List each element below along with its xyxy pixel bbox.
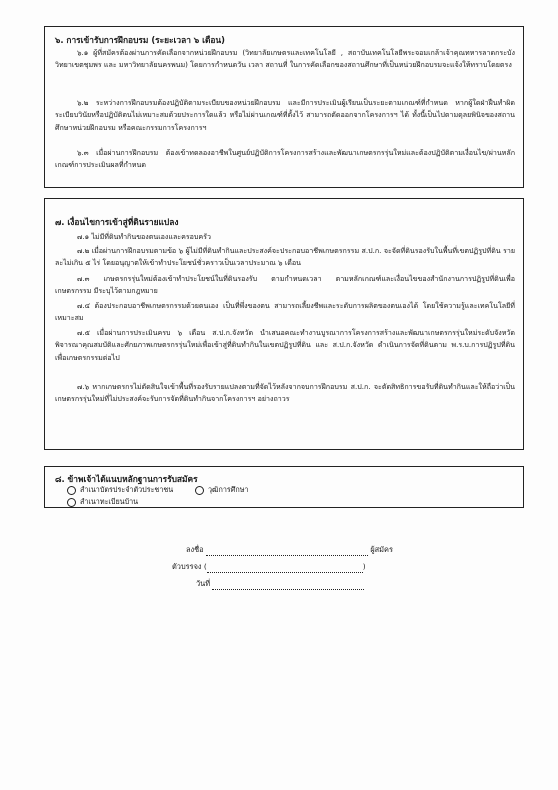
attachment-option-label: สำเนาบัตรประจำตัวประชาชน	[80, 485, 174, 494]
section-7-box	[44, 198, 524, 450]
date-line	[196, 578, 364, 590]
section-6-item-3: ๖.๓ เมื่อผ่านการฝึกอบรม ต้องเข้าทดลองอาชีพในศูนย์ปฏิบัติการโครงการสร้างและพัฒนาเกษตรกรรุ่นใหม่และต้องปฏิบัติตามเงื่อนไข/ผ่านหลักเกณฑ์การประเมินผลที่กำหนด	[55, 148, 515, 170]
section-6-item-1: ๖.๑ ผู้ที่สมัครต้องผ่านการคัดเลือกจากหน่วยฝึกอบรม (วิทยาลัยเกษตรและเทคโนโลยี , สถาบันเทคโนโลยีพระจอมเกล้าเจ้าคุณทหารลาดกระบัง วิทยาเขตชุมพร และ มหาวิทยาลัยนครพนม) โดยการกำหนดวัน เวลา สถานที่ ในการคัดเลือกของสถานศึกษาที่เป็นหน่วยฝึกอบรมจะแจ้งให้ทราบโดยตรง	[55, 48, 515, 70]
signature-field[interactable]	[206, 547, 368, 556]
open-paren: (	[203, 562, 207, 571]
section-7-item-6: ๗.๖ หากเกษตรกรไม่ตัดสินใจเข้าพื้นที่รองรับรายแปลงตามที่จัดไว้หลังจากจบการฝึกอบรม ส.ป.ก. จะตัดสิทธิการขอรับที่ดินทำกินและให้ถือว่าเป็นเกษตรกรรุ่นใหม่ที่ไม่ประสงค์จะรับการจัดที่ดินทำกินจากโครงการฯ อย่างถาวร	[55, 382, 515, 404]
section-7-heading: ๗. เงื่อนไขการเข้าสู่ที่ดินรายแปลง	[55, 217, 179, 227]
section-6-box	[44, 26, 524, 188]
sign-label: ลงชื่อ	[186, 545, 204, 554]
applicant-label: ผู้สมัคร	[370, 545, 393, 554]
printed-name-label: ตัวบรรจง	[172, 562, 202, 571]
section-6-heading: ๖. การเข้ารับการฝึกอบรม (ระยะเวลา ๖ เดือน)	[55, 35, 225, 45]
section-7-item-5: ๗.๕ เมื่อผ่านการประเมินครบ ๖ เดือน ส.ป.ก.จังหวัด นำเสนอคณะทำงานบูรณาการโครงการสร้างและพัฒนาเกษตรกรรุ่นใหม่ระดับจังหวัด พิจารณาคุณสมบัติและศักยภาพเกษตรกรรุ่นใหม่เพื่อเข้าสู่ที่ดินทำกินในเขตปฏิรูปที่ดิน และ ส.ป.ก.จังหวัด ดำเนินการจัดที่ดินตาม พ.ร.บ.การปฏิรูปที่ดินเพื่อเกษตรกรรมต่อไป	[55, 328, 515, 362]
close-paren: )	[362, 562, 366, 571]
date-field[interactable]	[212, 581, 364, 590]
printed-name-field[interactable]	[207, 564, 363, 573]
attachment-option-house-registration[interactable]	[67, 497, 138, 508]
attachment-option-label: สำเนาทะเบียนบ้าน	[80, 497, 139, 506]
section-7-item-1: ๗.๑ ไม่มีที่ดินทำกินของตนเองและครอบครัว	[77, 232, 211, 241]
section-8-heading: ๘. ข้าพเจ้าได้แนบหลักฐานการรับสมัคร	[55, 474, 198, 484]
section-6-item-2: ๖.๒ ระหว่างการฝึกอบรมต้องปฏิบัติตามระเบียบของหน่วยฝึกอบรม และมีการประเมินผู้เรียนเป็นระยะตามเกณฑ์ที่กำหนด หากผู้ใดฝ่าฝืนทำผิดระเบียบวินัยหรือปฏิบัติตนไม่เหมาะสมด้วยประการใดแล้ว หรือไม่ผ่านเกณฑ์ที่ตั้งไว้ สามารถตัดออกจากโครงการฯ ได้ ทั้งนี้เป็นไปตามดุลยพินิจของสถานศึกษาหน่วยฝึกอบรม หรือคณะกรรมการโครงการฯ	[55, 98, 515, 132]
radio-circle-icon	[67, 486, 76, 495]
section-7-item-3: ๗.๓ เกษตรกรรุ่นใหม่ต้องเข้าทำประโยชน์ในที่ดินรองรับ ตามกำหนดเวลา ตามหลักเกณฑ์และเงื่อนไขของสำนักงานการปฏิรูปที่ดินเพื่อเกษตรกรรม มีระบุไว้ตามกฎหมาย	[55, 274, 515, 296]
date-label: วันที่	[196, 579, 211, 588]
attachment-option-education[interactable]	[195, 485, 248, 496]
attachment-option-label: วุฒิการศึกษา	[208, 485, 249, 494]
section-8-box	[44, 466, 524, 508]
attachment-option-id-card[interactable]	[67, 485, 173, 496]
radio-circle-icon	[67, 498, 76, 507]
radio-circle-icon	[195, 486, 204, 495]
signature-line	[186, 544, 393, 556]
printed-name-line	[172, 561, 366, 573]
section-7-item-4: ๗.๔ ต้องประกอบอาชีพเกษตรกรรมด้วยตนเอง เป็นที่พึ่งของตน สามารถเลี้ยงชีพและระดับการผลิตของตนเองได้ โดยใช้ความรู้และเทคโนโลยีที่เหมาะสม	[55, 301, 515, 323]
section-7-item-2: ๗.๒ เมื่อผ่านการฝึกอบรมตามข้อ ๖ ผู้ไม่มีที่ดินทำกินและประสงค์จะประกอบอาชีพเกษตรกรรม ส.ป.ก. จะจัดที่ดินรองรับในพื้นที่เขตปฏิรูปที่ดิน รายละไม่เกิน ๕ ไร่ โดยอนุญาตให้เข้าทำประโยชน์ชั่วคราวเป็นเวลาประมาณ ๖ เดือน	[55, 246, 515, 268]
